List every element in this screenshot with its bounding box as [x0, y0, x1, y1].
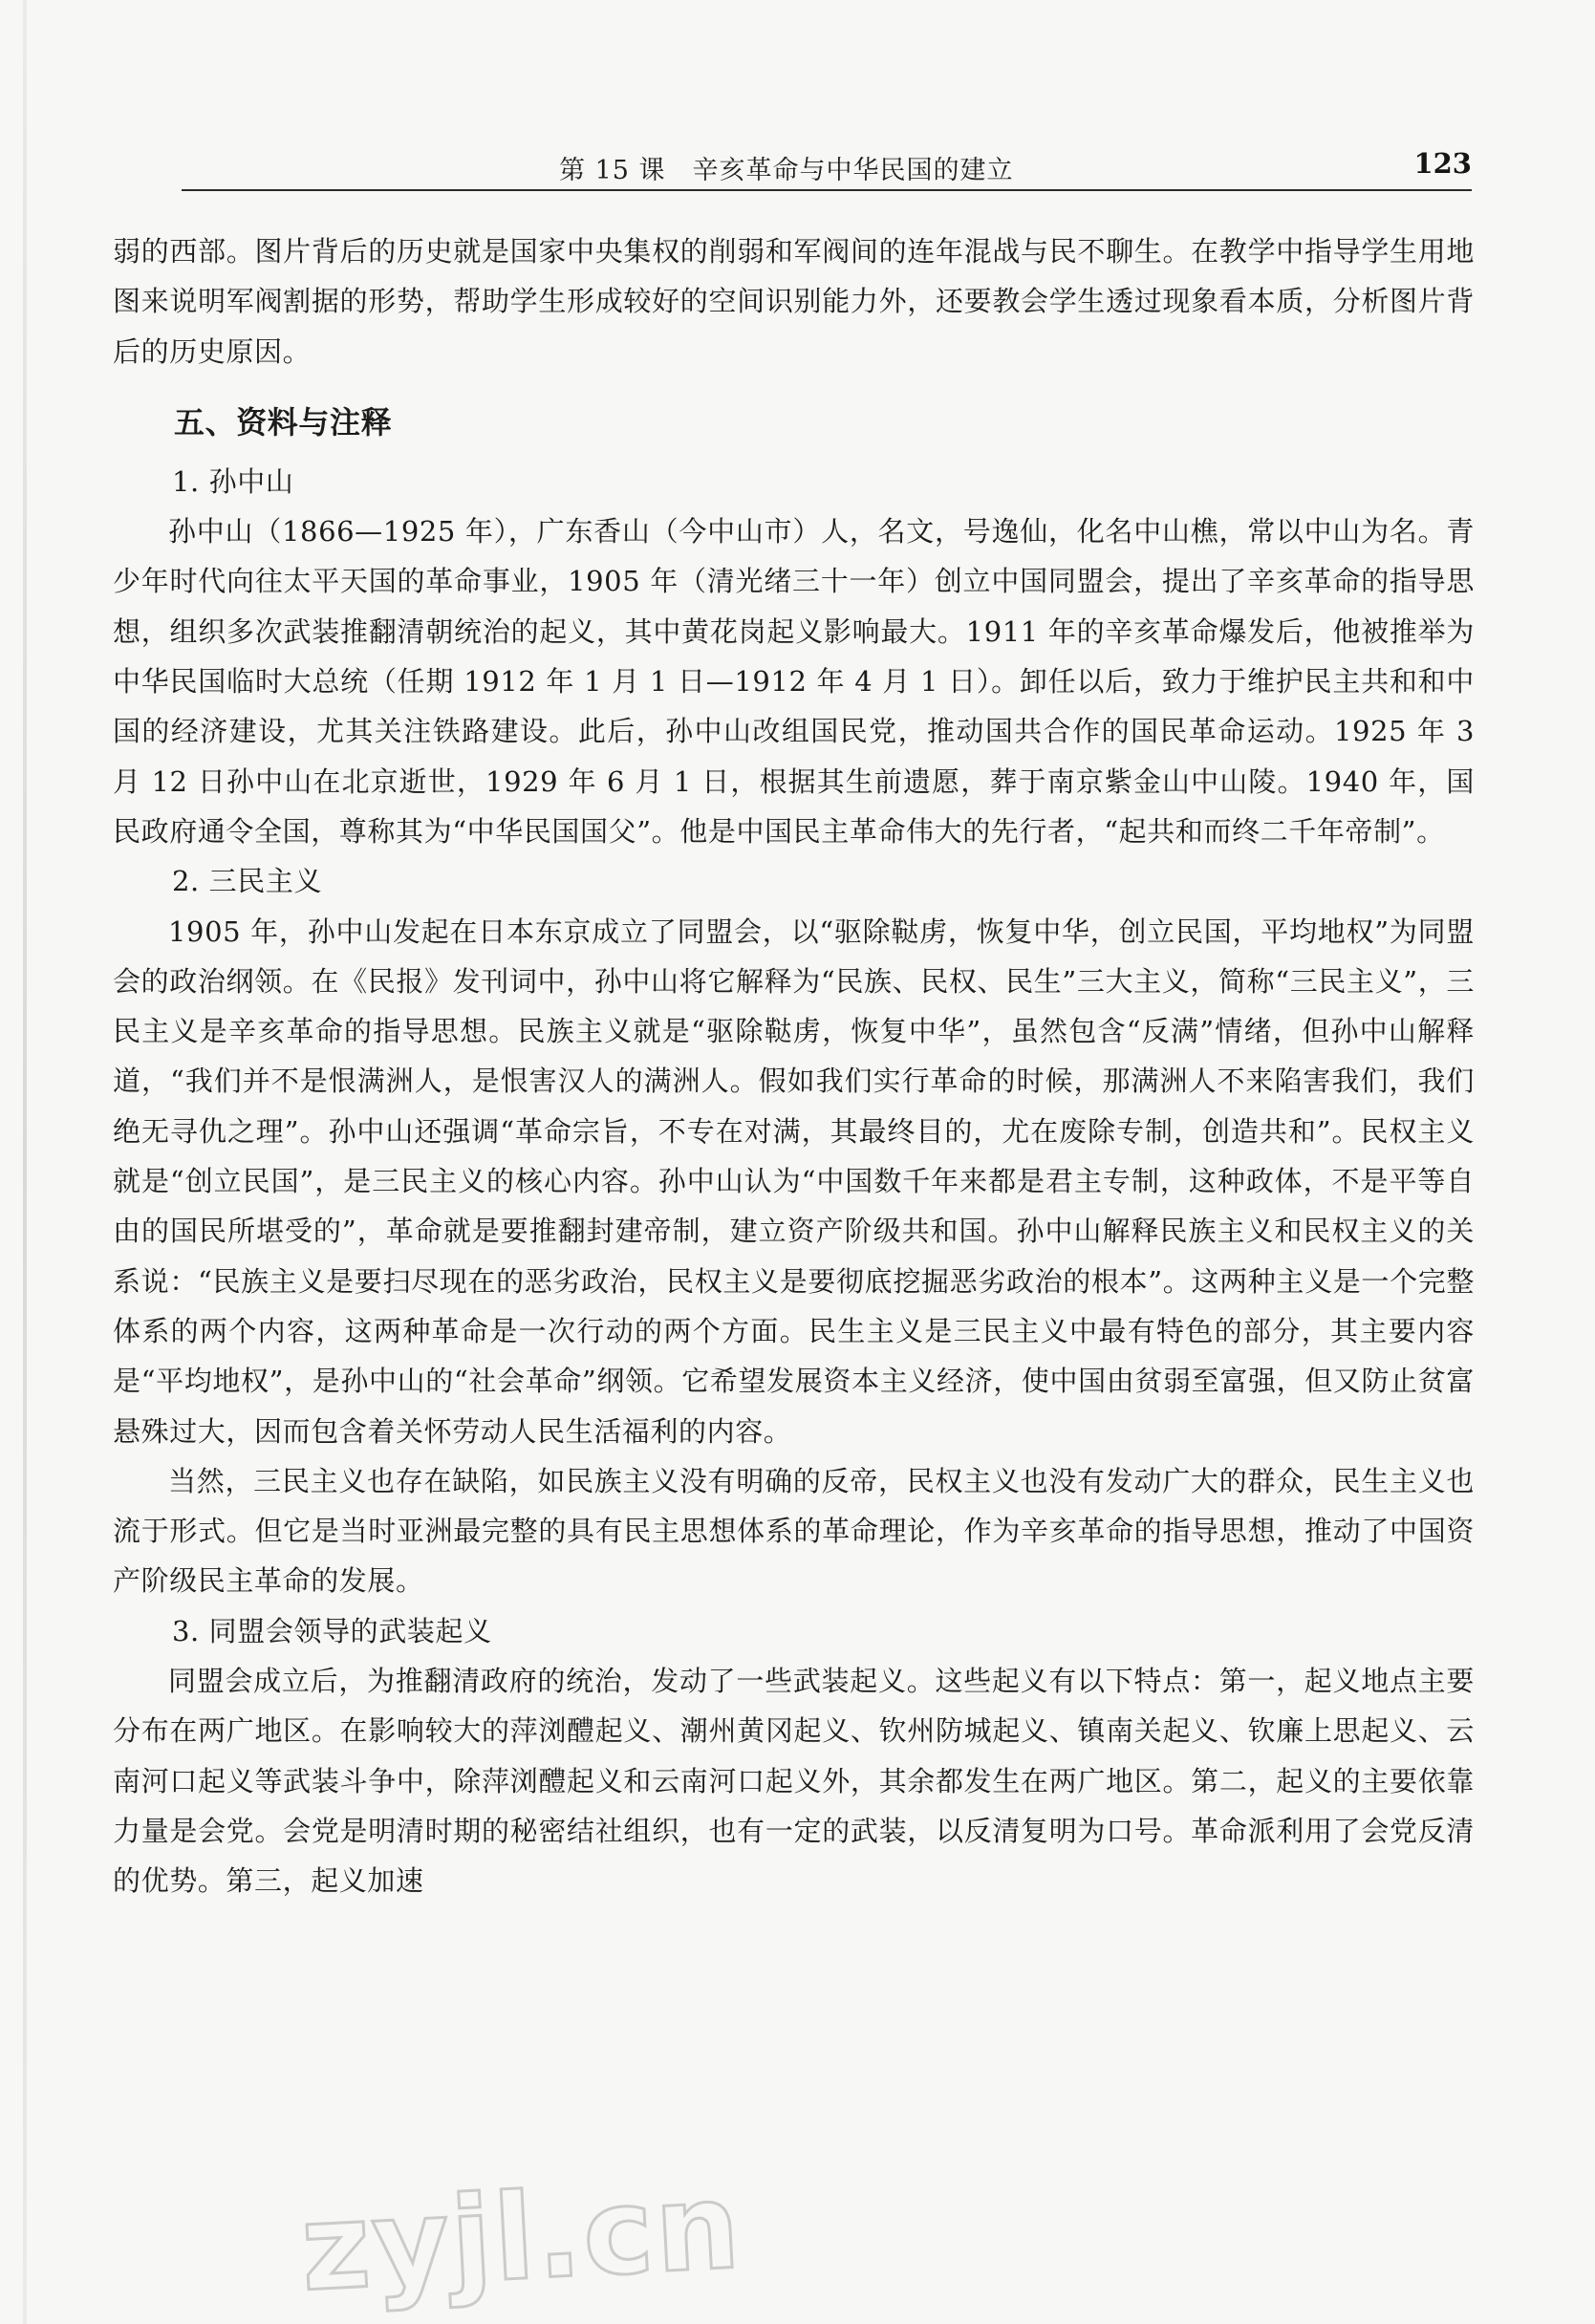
page-number: 123: [1413, 147, 1472, 180]
running-head: 第 15 课 辛亥革命与中华民国的建立: [559, 156, 1014, 185]
scan-edge-shadow: [23, 0, 27, 2324]
intro-paragraph: 弱的西部。图片背后的历史就是国家中央集权的削弱和军阀间的连年混战与民不聊生。在教学中指导学生用地图来说明军阀割据的形势，帮助学生形成较好的空间识别能力外，还要教会学生透过现象看本质，分析图片背后的历史原因。: [113, 235, 1475, 368]
paragraph-sun-yat-sen: 孙中山（1866—1925 年），广东香山（今中山市）人，名文，号逸仙，化名中山樵，常以中山为名。青少年时代向往太平天国的革命事业，1905 年（清光绪三十一年）创立中国同盟会，提出了辛亥革命的指导思想，组织多次武装推翻清朝统治的起义，其中黄花岗起义影响最大。1911 年的辛亥革命爆发后，他被推举为中华民国临时大总统（任期 1912 年 1 月 1 日—1912 年 4 月 1 日）。卸任以后，致力于维护民主共和和中国的经济建设，尤其关注铁路建设。此后，孙中山改组国民党，推动国共合作的国民革命运动。1925 年 3 月 12 日孙中山在北京逝世，1929 年 6 月 1 日，根据其生前遗愿，葬于南京紫金山中山陵。1940 年，国民政府通令全国，尊称其为“中华民国国父”。他是中国民主革命伟大的先行者，“起共和而终二千年帝制”。: [113, 515, 1475, 848]
item-title-sun-yat-sen: 1. 孙中山: [172, 464, 294, 498]
item-title-three-principles: 2. 三民主义: [172, 865, 323, 898]
item-title-armed-uprisings: 3. 同盟会领导的武装起义: [172, 1614, 492, 1647]
paragraph-armed-uprisings: 同盟会成立后，为推翻清政府的统治，发动了一些武装起义。这些起义有以下特点：第一，起义地点主要分布在两广地区。在影响较大的萍浏醴起义、潮州黄冈起义、钦州防城起义、镇南关起义、钦廉上思起义、云南河口起义等武装斗争中，除萍浏醴起义和云南河口起义外，其余都发生在两广地区。第二，起义的主要依靠力量是会党。会党是明清时期的秘密结社组织，也有一定的武装，以反清复明为口号。革命派利用了会党反清的优势。第三，起义加速: [113, 1665, 1475, 1898]
header-rule: [182, 189, 1472, 191]
section-heading: 五、资料与注释: [174, 403, 393, 441]
paragraph-three-principles-1: 1905 年，孙中山发起在日本东京成立了同盟会，以“驱除鞑虏，恢复中华，创立民国，平均地权”为同盟会的政治纲领。在《民报》发刊词中，孙中山将它解释为“民族、民权、民生”三大主义，简称“三民主义”，三民主义是辛亥革命的指导思想。民族主义就是“驱除鞑虏，恢复中华”，虽然包含“反满”情绪，但孙中山解释道，“我们并不是恨满洲人，是恨害汉人的满洲人。假如我们实行革命的时候，那满洲人不来陷害我们，我们绝无寻仇之理”。孙中山还强调“革命宗旨，不专在对满，其最终目的，尤在废除专制，创造共和”。民权主义就是“创立民国”，是三民主义的核心内容。孙中山认为“中国数千年来都是君主专制，这种政体，不是平等自由的国民所堪受的”，革命就是要推翻封建帝制，建立资产阶级共和国。孙中山解释民族主义和民权主义的关系说：“民族主义是要扫尽现在的恶劣政治，民权主义是要彻底挖掘恶劣政治的根本”。这两种主义是一个完整体系的两个内容，这两种革命是一次行动的两个方面。民生主义是三民主义中最有特色的部分，其主要内容是“平均地权”，是孙中山的“社会革命”纲领。它希望发展资本主义经济，使中国由贫弱至富强，但又防止贫富悬殊过大，因而包含着关怀劳动人民生活福利的内容。: [113, 915, 1475, 1448]
body-text: [113, 226, 1475, 1906]
watermark: zyjl.cn: [297, 2158, 745, 2318]
paragraph-three-principles-2: 当然，三民主义也存在缺陷，如民族主义没有明确的反帝，民权主义也没有发动广大的群众，民生主义也流于形式。但它是当时亚洲最完整的具有民主思想体系的革命理论，作为辛亥革命的指导思想，推动了中国资产阶级民主革命的发展。: [113, 1464, 1475, 1598]
page-header: [182, 141, 1472, 189]
